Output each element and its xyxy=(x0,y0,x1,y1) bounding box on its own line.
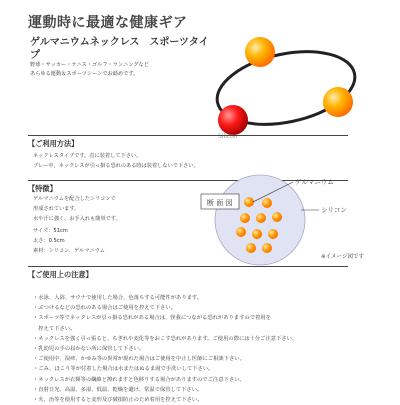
note-item: ・ごみ、ほこり等が付着した場合は水またはぬるま湯で手洗いして下さい。 xyxy=(33,366,214,373)
note-item: ・ネックレスが衣類等の繊維と擦れますと色移りする場合がありますのでご注意下さい。 xyxy=(33,376,245,383)
usage-line: ネックレスタイプです。首に装着して下さい。 xyxy=(33,153,142,159)
features-header: 【特徴】 xyxy=(28,180,348,194)
cross-section-diagram xyxy=(195,170,385,270)
silicon-label: Silicon xyxy=(218,133,238,140)
germanium-dot xyxy=(268,229,278,239)
ball-label-1: ゲルマニウム xyxy=(252,71,288,78)
features-lines xyxy=(33,194,203,224)
note-item: ・直射日光、高温、多湿、低温、乾燥を避け、常温で保管して下さい。 xyxy=(33,386,203,393)
notes-list xyxy=(33,293,383,405)
germanium-ball-right xyxy=(323,87,353,117)
note-item: ・スポーツ等でネックレスが引っ掛る恐れがある場合は、怪我につながる恐れがありますので着用を xyxy=(33,315,271,322)
germanium-ball-top xyxy=(245,37,275,67)
note-item: ・ぶつけるなどの恐れのある場合はご使用を控えて下さい。 xyxy=(33,305,177,312)
note-item: ・火、治等を使用すると変形及び破損防止のため着用を控えて下さい。 xyxy=(33,397,203,404)
spec-size: サイズ：51cm xyxy=(33,228,68,234)
headline: 運動時に最適な健康ギア xyxy=(28,15,188,31)
usage-header: 【ご利用方法】 xyxy=(28,135,348,149)
germanium-dot xyxy=(272,212,282,222)
notes-header: 【ご使用上の注意】 xyxy=(28,266,348,280)
note-item: 控えて下さい。 xyxy=(33,325,76,332)
note-item: ・ネックレスを強く引っ張ると、ちぎれや変化等をおこす恐れがあります。ご使用の際には十分ご注意下さい。 xyxy=(33,335,298,342)
note-item: ・水泳、入浴、サウナで使用した場合、色落ちする可能性があります。 xyxy=(33,295,203,301)
usage-line: プレー中、ネックレスが引っ掛る恐れのある時は装着しないで下さい。 xyxy=(33,163,199,169)
feature-line: ゲルマニウムを配合したシリコンで xyxy=(33,196,116,202)
spec-material: 素材：シリコン、ゲルマニウム xyxy=(33,248,105,254)
note-item: ・乳幼児の手の届かない所に保管して下さい。 xyxy=(33,346,145,353)
necklace-illustration xyxy=(200,30,370,140)
feature-specs xyxy=(33,226,203,256)
red-ball xyxy=(218,105,248,135)
image-note: ※イメージ図です xyxy=(321,254,364,260)
germanium-dot xyxy=(240,213,250,223)
cross-section-label: 断 面 図 xyxy=(207,199,233,207)
germanium-dot xyxy=(262,198,272,208)
germanium-dot xyxy=(244,197,254,207)
silicon-callout: シリコン xyxy=(321,206,347,214)
usage-scene: あらゆる運動＆スポーツシーンでお勧めです。 xyxy=(30,71,139,77)
feature-line: 水や汗に強く、お手入れも簡単です。 xyxy=(33,216,121,222)
germanium-callout: ゲルマニウム xyxy=(295,178,334,186)
product-title: ゲルマニウムネックレス スポーツタイプ xyxy=(30,37,209,61)
germanium-dot xyxy=(262,243,272,253)
note-item: ・ご使用中、湿疹、かゆみ等の異常が現れた場合はご使用を中止し医師にご相談下さい。 xyxy=(33,356,245,363)
germanium-dot xyxy=(236,227,246,237)
spec-thickness: 太さ：0.5cm xyxy=(33,238,65,244)
germanium-dot xyxy=(252,229,262,239)
ball-label-2: ゲルマニウム xyxy=(328,121,364,128)
sports-list: 野球・サッカー・テニス・ゴルフ・ランニングなど xyxy=(30,62,149,68)
usage-lines xyxy=(33,151,363,171)
germanium-dot xyxy=(256,213,266,223)
germanium-dot xyxy=(246,243,256,253)
feature-line: 形成されています。 xyxy=(33,206,80,212)
